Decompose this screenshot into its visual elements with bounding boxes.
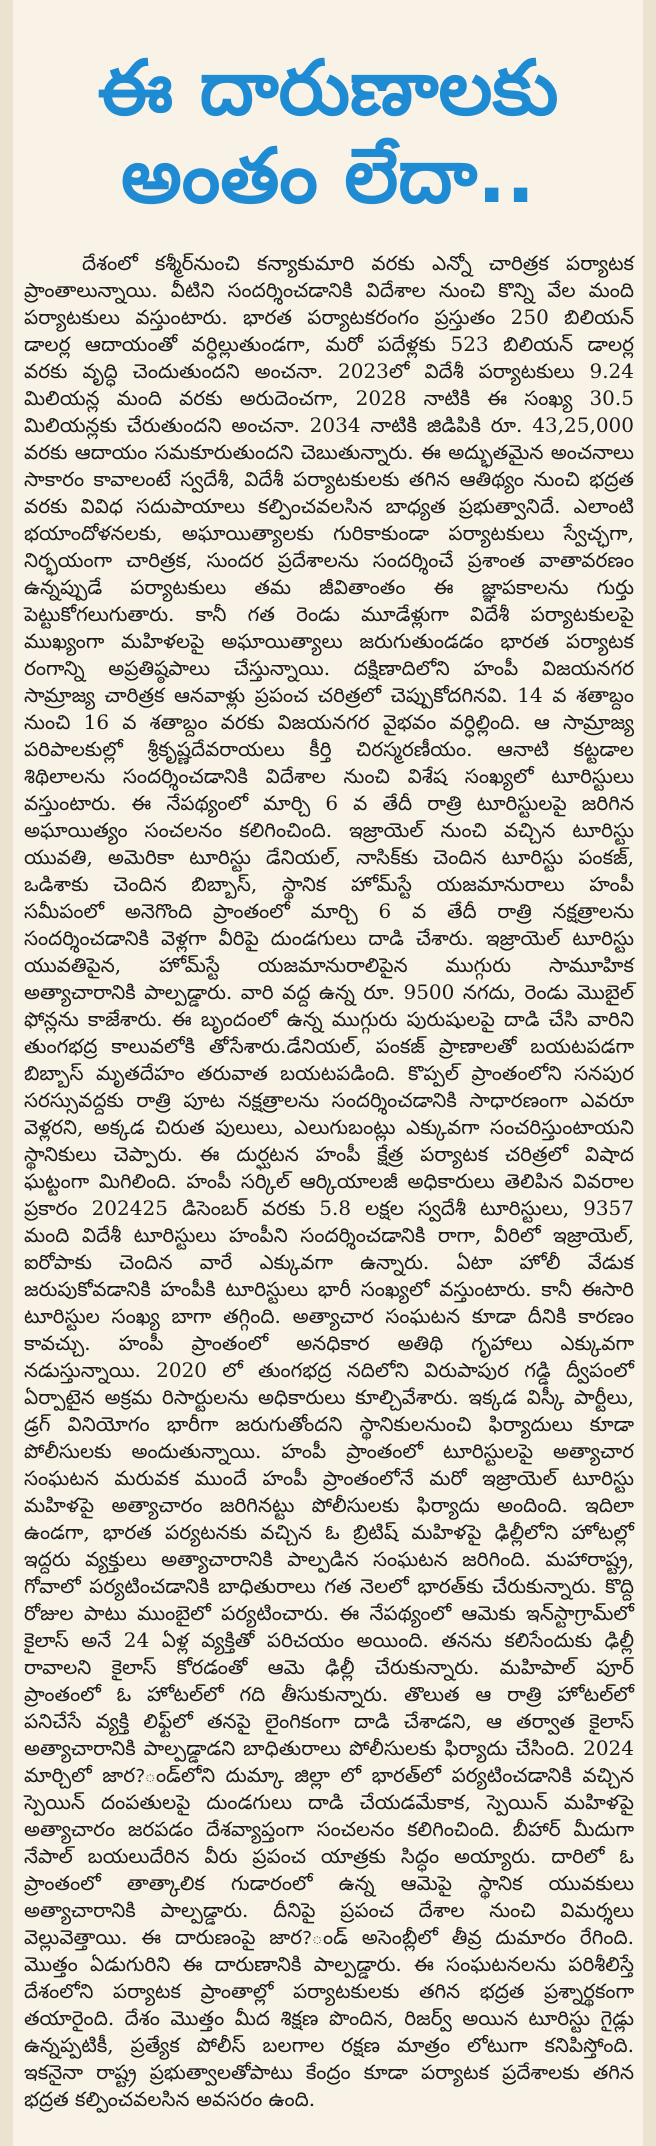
body-line: ఘట్టంగా మిగిలింది. హంపీ సర్కిల్ ఆర్కియాలజీ అధికారులు తెలిపిన వివరాల bbox=[24, 1169, 634, 1193]
body-line: డాలర్ల ఆదాయంతో వర్ధిల్లుతుండగా, మరో పదేళ్లకు 523 బిలియన్ డాలర్ల bbox=[24, 332, 634, 356]
body-line: వెల్లువెత్తాయి. ఈ దారుణంపై జార?ండ్ అసెంబ్లీలో తీవ్ర దుమారం రేగింది. bbox=[24, 1925, 634, 1949]
body-line: ఉండగా, భారత పర్యటనకు వచ్చిన ఓ బ్రిటిష్ మహిళపై ఢిల్లీలోని హోటల్లో bbox=[24, 1520, 634, 1544]
body-line: మిలియన్లకు చేరుతుందని అంచనా. 2034 నాటికి జిడిపికి రూ. 43,25,000 bbox=[24, 413, 634, 437]
body-line: జరుపుకోవడానికి హంపీకి టూరిస్టులు భారీ సంఖ్యలో వస్తుంటారు. కానీ ఈసారి bbox=[24, 1277, 634, 1301]
body-line: అత్యాచారం జరపడం దేశవ్యాప్తంగా సంచలనం కలిగించింది. బీహార్ మీదుగా bbox=[24, 1817, 634, 1841]
body-line: బిబ్బాస్ మృతదేహం తరువాత బయటపడింది. కొప్పల్ ప్రాంతంలోని సనపుర bbox=[24, 1061, 634, 1085]
body-line: పెట్టుకోగలుగుతారు. కానీ గత రెండు మూడేళ్లుగా విదేశీ పర్యాటకులపై bbox=[24, 602, 634, 626]
body-line: స్థానికులు చెప్పారు. ఈ దుర్ఘటన హంపీ క్షేత్ర పర్యాటక చరిత్రలో విషాద bbox=[24, 1142, 634, 1166]
body-line: నిర్భయంగా చారిత్రక, సుందర ప్రదేశాలను సందర్శించే ప్రశాంత వాతావరణం bbox=[24, 548, 634, 572]
article-body bbox=[24, 250, 634, 2113]
body-line: మార్చిలో జార?ండ్‌లోని దుమ్కా జిల్లా లో భారత్‌లో పర్యటించడానికి వచ్చిన bbox=[24, 1763, 634, 1787]
body-line: అత్యాచారానికి పాల్పడ్డారు. దీనిపై ప్రపంచ దేశాల నుంచి విమర్శలు bbox=[24, 1898, 634, 1922]
body-line: అత్యాచారానికి పాల్పడ్డాడని బాధితురాలు పోలీసులకు ఫిర్యాదు చేసింది. 2024 bbox=[24, 1736, 634, 1760]
body-line: ఇద్దరు వ్యక్తులు అత్యాచారానికి పాల్పడిన సంఘటన జరిగింది. మహారాష్ట్ర, bbox=[24, 1547, 634, 1571]
body-line: సరస్సువద్దకు రాత్రి పూట నక్షత్రాలను సందర్శించడానికి సాధారణంగా ఎవరూ bbox=[24, 1088, 634, 1112]
body-line: దేశంలోని పర్యాటక ప్రాంతాల్లో పర్యాటకులకు తగిన భద్రత ప్రశ్నార్థకంగా bbox=[24, 1979, 634, 2003]
body-line: ఉన్నప్పుడే పర్యాటకులు తమ జీవితాంతం ఈ జ్ఞాపకాలను గుర్తు bbox=[24, 575, 634, 599]
body-line: ఒడిశాకు చెందిన బిబ్బాస్, స్థానిక హోమ్‌స్టే యజమానురాలు హంపీ bbox=[24, 872, 634, 896]
body-line: రంగాన్ని అప్రతిష్ఠపాలు చేస్తున్నాయి. దక్షిణాదిలోని హంపీ విజయనగర bbox=[24, 656, 634, 680]
body-line: సాకారం కావాలంటే స్వదేశీ, విదేశీ పర్యాటకులకు తగిన ఆతిథ్యం నుంచి భద్రత bbox=[24, 467, 634, 491]
body-line: ఇకనైనా రాష్ట్ర ప్రభుత్వాలతోపాటు కేంద్రం కూడా పర్యాటక ప్రదేశాలకు తగిన bbox=[24, 2060, 634, 2084]
body-line: ముఖ్యంగా మహిళలపై అఘాయిత్యాలు జరుగుతుండడం భారత పర్యాటక bbox=[24, 629, 634, 653]
body-line: యువతి, అమెరికా టూరిస్టు డేనియల్, నాసిక్‌కు చెందిన టూరిస్టు పంకజ్, bbox=[24, 845, 634, 869]
body-line: దేశంలో కశ్మీర్‌నుంచి కన్యాకుమారి వరకు ఎన్నో చారిత్రక పర్యాటక bbox=[82, 251, 634, 275]
body-line: కావచ్చు. హంపీ ప్రాంతంలో అనధికార అతిథి గృహాలు ఎక్కువగా bbox=[24, 1331, 634, 1355]
body-line: ప్రాంతంలో తాత్కాలిక గుడారంలో ఉన్న ఆమెపై స్థానిక యువకులు bbox=[24, 1871, 634, 1895]
body-line: వరకు వివిధ సదుపాయాలు కల్పించవలసిన బాధ్యత ప్రభుత్వానిదే. ఎలాంటి bbox=[24, 494, 634, 518]
body-line: రోజుల పాటు ముంబైలో పర్యటించారు. ఈ నేపథ్యంలో ఆమెకు ఇన్‌స్టాగ్రామ్‌లో bbox=[24, 1601, 634, 1625]
body-line: పోలీసులకు అందుతున్నాయి. హంపీ ప్రాంతంలో టూరిస్టులపై అత్యాచార bbox=[24, 1439, 634, 1463]
body-line: భద్రత కల్పించవలసిన అవసరం ఉంది. bbox=[24, 2087, 316, 2111]
article-headline bbox=[0, 44, 656, 220]
body-line: వరకు వృద్ధి చెందుతుందని అంచనా. 2023లో విదేశీ పర్యాటకులు 9.24 bbox=[24, 359, 634, 383]
body-line: తుంగభద్ర కాలువలోకి తోసేశారు.డేనియల్, పంకజ్ ప్రాణాలతో బయటపడగా bbox=[24, 1034, 634, 1058]
body-line: కైలాస్ అనే 24 ఏళ్ల వ్యక్తితో పరిచయం అయింది. తనను కలిసేందుకు ఢిల్లీ bbox=[24, 1628, 634, 1652]
body-line: పనిచేసే వ్యక్తి లిఫ్ట్‌లో తనపై లైంగికంగా దాడి చేశాడని, ఆ తర్వాత కైలాస్ bbox=[24, 1709, 634, 1733]
body-line: నుంచి 16 వ శతాబ్దం వరకు విజయనగర వైభవం వర్ధిల్లింది. ఆ సామ్రాజ్య bbox=[24, 710, 634, 734]
body-line: శిథిలాలను సందర్శించడానికి విదేశాల నుంచి విశేష సంఖ్యలో టూరిస్టులు bbox=[24, 764, 634, 788]
body-line: పరిపాలకుల్లో శ్రీకృష్ణదేవరాయలు కీర్తి చిరస్మరణీయం. ఆనాటి కట్టడాల bbox=[24, 737, 634, 761]
body-line: సందర్శించడానికి వెళ్లగా వీరిపై దుండగులు దాడి చేశారు. ఇజ్రాయెల్ టూరిస్టు bbox=[24, 926, 634, 950]
body-line: ప్రాంతంలో ఓ హోటల్‌లో గది తీసుకున్నారు. తొలుత ఆ రాత్రి హోటల్‌లో bbox=[24, 1682, 634, 1706]
body-line: వెళ్లరని, అక్కడ చిరుత పులులు, ఎలుగుబంట్లు ఎక్కువగా సంచరిస్తుంటాయని bbox=[24, 1115, 634, 1139]
body-line: నేపాల్ బయలుదేరిన వీరు ప్రపంచ యాత్రకు సిద్ధం అయ్యారు. దారిలో ఓ bbox=[24, 1844, 634, 1868]
body-line: అఘాయిత్యం సంచలనం కలిగించింది. ఇజ్రాయెల్ నుంచి వచ్చిన టూరిస్టు bbox=[24, 818, 634, 842]
body-line: తయారైంది. దేశం మొత్తం మీద శిక్షణ పొందిన, రిజర్వ్ అయిన టూరిస్టు గైడ్లు bbox=[24, 2006, 634, 2030]
body-line: పర్యాటకులు వస్తుంటారు. భారత పర్యాటకరంగం ప్రస్తుతం 250 బిలియన్ bbox=[24, 305, 634, 329]
body-line: ప్రాంతాలున్నాయి. వీటిని సందర్శించడానికి విదేశాల నుంచి కొన్ని వేల మంది bbox=[24, 278, 634, 302]
body-line: సంఘటన మరువక ముందే హంపీ ప్రాంతంలోనే మరో ఇజ్రాయెల్ టూరిస్టు bbox=[24, 1466, 634, 1490]
body-line: టూరిస్టుల సంఖ్య బాగా తగ్గింది. అత్యాచార సంఘటన కూడా దీనికి కారణం bbox=[24, 1304, 634, 1328]
body-line: భయాందోళనలకు, అఘాయిత్యాలకు గురికాకుండా పర్యాటకులు స్వేచ్ఛగా, bbox=[24, 521, 634, 545]
body-line: మహిళపై అత్యాచారం జరిగినట్టు పోలీసులకు ఫిర్యాదు అందింది. ఇదిలా bbox=[24, 1493, 634, 1517]
body-line: గోవాలో పర్యటించడానికి బాధితురాలు గత నెలలో భారత్‌కు చేరుకున్నారు. కొద్ది bbox=[24, 1574, 634, 1598]
body-line: ఉన్నప్పటికీ, ప్రత్యేక పోలీస్ బలగాల రక్షణ మాత్రం లోటుగా కనిపిస్తోంది. bbox=[24, 2033, 634, 2057]
headline-line-1: ఈ దారుణాలకు bbox=[97, 43, 559, 132]
body-line: స్పెయిన్ దంపతులపై దుండగులు దాడి చేయడమేకాక, స్పెయిన్ మహిళపై bbox=[24, 1790, 634, 1814]
body-line: యువతిపైన, హోమ్‌స్టే యజమానురాలిపైన ముగ్గురు సామూహిక bbox=[24, 953, 634, 977]
body-line: మొత్తం ఏడుగురిని ఈ దారుణానికి పాల్పడ్డారు. ఈ సంఘటనలను పరిశీలిస్తే bbox=[24, 1952, 634, 1976]
headline-line-2: అంతం లేదా.. bbox=[120, 131, 536, 220]
body-line: రావాలని కైలాస్ కోరడంతో ఆమె ఢిల్లీ చేరుకున్నారు. మహిపాల్ పూర్ bbox=[24, 1655, 634, 1679]
body-line: డ్రగ్ వినియోగం భారీగా జరుగుతోందని స్థానికులనుంచి ఫిర్యాదులు కూడా bbox=[24, 1412, 634, 1436]
body-line: వరకు ఆదాయం సమకూరుతుందని చెబుతున్నారు. ఈ అద్భుతమైన అంచనాలు bbox=[24, 440, 634, 464]
body-line: అత్యాచారానికి పాల్పడ్డారు. వారి వద్ద ఉన్న రూ. 9500 నగదు, రెండు మొబైల్ bbox=[24, 980, 634, 1004]
body-line: వస్తుంటారు. ఈ నేపథ్యంలో మార్చి 6 వ తేదీ రాత్రి టూరిస్టులపై జరిగిన bbox=[24, 791, 634, 815]
body-line: మంది విదేశీ టూరిస్టులు హంపీని సందర్శించడానికి రాగా, వీరిలో ఇజ్రాయెల్, bbox=[24, 1223, 634, 1247]
body-line: సమీపంలో అనెగొంది ప్రాంతంలో మార్చి 6 వ తేదీ రాత్రి నక్షత్రాలను bbox=[24, 899, 634, 923]
body-line: సామ్రాజ్య చారిత్రక ఆనవాళ్లు ప్రపంచ చరిత్రలో చెప్పుకోదగినవి. 14 వ శతాబ్దం bbox=[24, 683, 634, 707]
body-line: ఏర్పాటైన అక్రమ రిసార్టులను అధికారులు కూల్చివేశారు. ఇక్కడ విస్కీ పార్టీలు, bbox=[24, 1385, 634, 1409]
body-line: ఫోన్లను కాజేశారు. ఈ బృందంలో ఉన్న ముగ్గురు పురుషులపై దాడి చేసి వారిని bbox=[24, 1007, 634, 1031]
body-line: నడుస్తున్నాయి. 2020 లో తుంగభద్ర నదిలోని విరుపాపుర గడ్డి ద్వీపంలో bbox=[24, 1358, 634, 1382]
body-line: ప్రకారం 202425 డిసెంబర్ వరకు 5.8 లక్షల స్వదేశీ టూరిస్టులు, 9357 bbox=[24, 1196, 634, 1220]
body-line: మిలియన్ల మంది వరకు అరుదెంచగా, 2028 నాటికి ఈ సంఖ్య 30.5 bbox=[24, 386, 634, 410]
body-line: ఐరోపాకు చెందిన వారే ఎక్కువగా ఉన్నారు. ఏటా హోలీ వేడుక bbox=[24, 1250, 634, 1274]
